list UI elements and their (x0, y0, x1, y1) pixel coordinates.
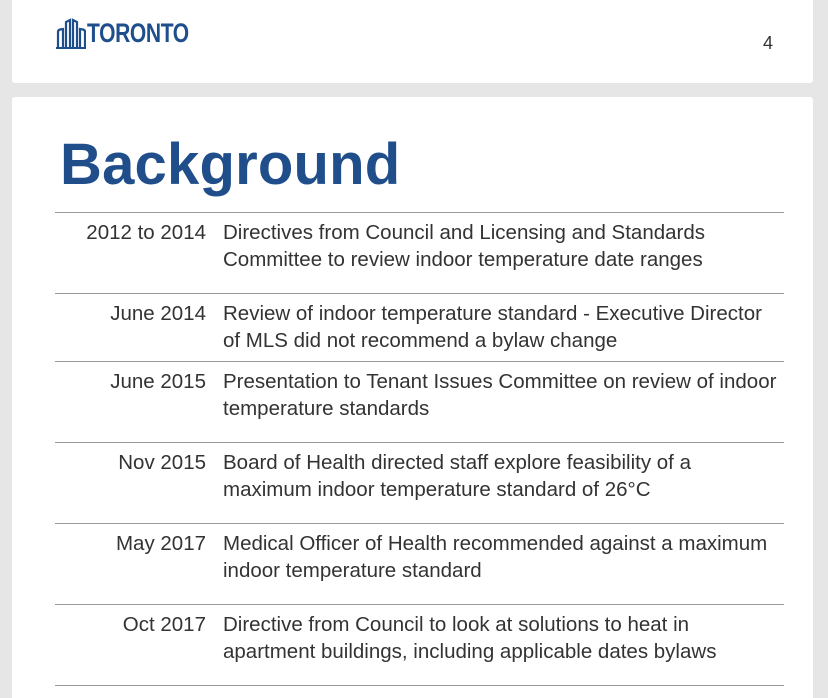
timeline-date: June 2015 (110, 370, 206, 393)
page-number: 4 (762, 33, 773, 53)
city-hall-icon (56, 17, 86, 49)
timeline-date: June 2014 (110, 302, 206, 325)
timeline-description: Board of Health directed staff explore feasibility of a maximum indoor temperature standard of 26°C (223, 451, 691, 501)
slide-content-card (12, 97, 813, 698)
timeline-description: Presentation to Tenant Issues Committee on review of indoor temperature standards (223, 370, 777, 420)
toronto-logo (56, 17, 218, 49)
timeline-table (55, 212, 784, 686)
timeline-date: Nov 2015 (118, 451, 206, 474)
timeline-row (55, 442, 784, 523)
timeline-row (55, 293, 784, 361)
timeline-description: Directive from Council to look at solutions to heat in apartment buildings, including applicable dates bylaws (223, 613, 717, 663)
timeline-row (55, 604, 784, 685)
slide-title: Background (60, 132, 401, 197)
timeline-row (55, 361, 784, 442)
timeline-date: May 2017 (115, 532, 206, 555)
timeline-row (55, 523, 784, 604)
timeline-description: Medical Officer of Health recommended against a maximum indoor temperature standard (223, 532, 768, 582)
timeline-date: 2012 to 2014 (86, 221, 206, 244)
timeline-row (55, 212, 784, 293)
logo-wordmark: TORONTO (87, 17, 189, 48)
timeline-description: Directives from Council and Licensing and Standards Committee to review indoor temperature date ranges (223, 221, 706, 271)
timeline-date: Oct 2017 (122, 613, 206, 636)
timeline-description: Review of indoor temperature standard - Executive Director of MLS did not recommend a bylaw change (223, 302, 762, 352)
table-bottom-divider (55, 685, 784, 686)
slide-header-card (12, 0, 813, 83)
